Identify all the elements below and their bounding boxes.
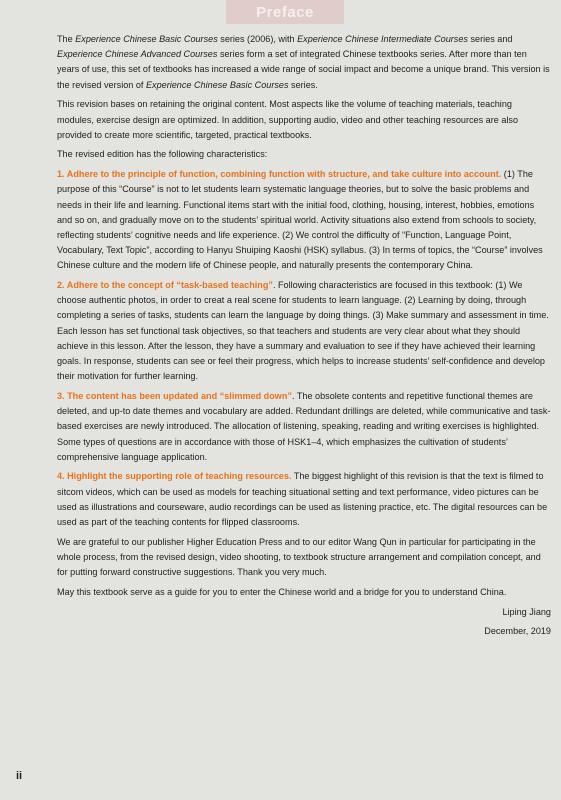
point-heading: 3. The content has been updated and “slimmed down” — [57, 390, 292, 401]
series-title: Experience Chinese Basic Courses — [75, 34, 218, 44]
series-title: Experience Chinese Intermediate Courses — [297, 34, 468, 44]
wish-paragraph: May this textbook serve as a guide for you to enter the Chinese world and a bridge for you to understand China. — [57, 586, 507, 597]
intro-text: series and — [467, 34, 513, 44]
point-body: . The obsolete contents and repetitive functional themes are deleted, and up-to date themes and vocabulary are added. Redundant drillings are deleted, while communicative and task-based exercises are newly introduced. The allocation of listening, speaking, reading and writing exercises is highlighted. Some types of questions are in accordance with those of HSK1–4, which emphasizes the cultivation of students’ comprehensive language application. — [57, 390, 551, 462]
series-title: Experience Chinese Advanced Courses — [57, 49, 218, 60]
point-4 — [57, 469, 551, 530]
point-3 — [57, 389, 551, 465]
point-body: The biggest highlight of this revision is that the text is filmed to sitcom videos, which can be used as models for teaching situational setting and text performance, video pictures can be used as illustrations and courseware, audio recordings can be used as listening practice, etc. The digital resources can be used as part of the teaching contents for flipped classrooms. — [57, 471, 548, 528]
intro-text: series form a set of integrated Chinese textbooks series. After more than ten years of use, this set of textbooks has increased a wide range of social impact and become a unique brand. This version is the revised version of — [57, 49, 550, 90]
author-signature: Liping Jiang — [502, 606, 551, 617]
intro-text: series (2006), with — [217, 34, 298, 44]
point-heading: 4. Highlight the supporting role of teaching resources. — [57, 471, 292, 482]
intro-paragraph — [57, 32, 551, 93]
preface-body — [57, 32, 551, 644]
series-title: Experience Chinese Basic Courses — [145, 79, 289, 90]
point-body: . Following characteristics are focused in this textbook: (1) We choose authentic photos, in order to creat a real scene for students to learn language. (2) Learning by doing, through completing a series of tasks, students can learn the language by doing things. (3) Make summary and assessment in time. Each lesson has set functional task objectives, so that teachers and students are very clear about what they should achieve in this lesson. After the lesson, they have a summary and evaluation to see if they have achieved their learning goals. In response, students can see or feel their progress, which helps to increase students’ self-confidence and develop their motivation for further learning. — [57, 280, 549, 382]
page-number: ii — [16, 770, 23, 782]
thanks-paragraph: We are grateful to our publisher Higher Education Press and to our editor Wang Qun in particular for participating in the whole process, from the revised design, video shooting, to textbook structure arrangement and compilation concept, and for putting forward constructive suggestions. Thank you very much. — [57, 536, 541, 578]
point-heading: 2. Adhere to the concept of “task-based teaching” — [57, 280, 273, 291]
intro-text: series. — [288, 79, 318, 90]
point-1 — [57, 167, 551, 273]
revision-paragraph: This revision bases on retaining the original content. Most aspects like the volume of teaching materials, teaching modules, exercise design are optimized. In addition, supporting audio, video and other teaching resources are also provided to create more scientific, targeted, practical textbooks. — [57, 99, 519, 140]
page-title: Preface — [256, 4, 314, 21]
point-body: (1) The purpose of this “Course” is not to let students learn systematic language theories, but to solve the basic problems and needs in their life and learning. Functional items start with the initial food, clothing, housing, interest, hobbies, emotions and so on, and gradually move on to the students’ spiritual world. Activity situations also extend from schools to society, reflecting students’ cognitive needs and life experience. (2) We control the difficulty of “Function, Language Point, Vocabulary, Text Topic”, according to Hanyu Shuiping Kaoshi (HSK) syllabus. (3) In terms of topics, the “Course” involves Chinese culture and the modern life of Chinese people, and naturally presents the contemporary China. — [57, 169, 543, 271]
intro-text: The — [57, 34, 76, 44]
characteristics-intro: The revised edition has the following characteristics: — [57, 149, 268, 160]
point-heading: 1. Adhere to the principle of function, combining function with structure, and take culture into account. — [57, 169, 502, 180]
point-2 — [57, 278, 551, 384]
signature-date: December, 2019 — [484, 626, 551, 637]
